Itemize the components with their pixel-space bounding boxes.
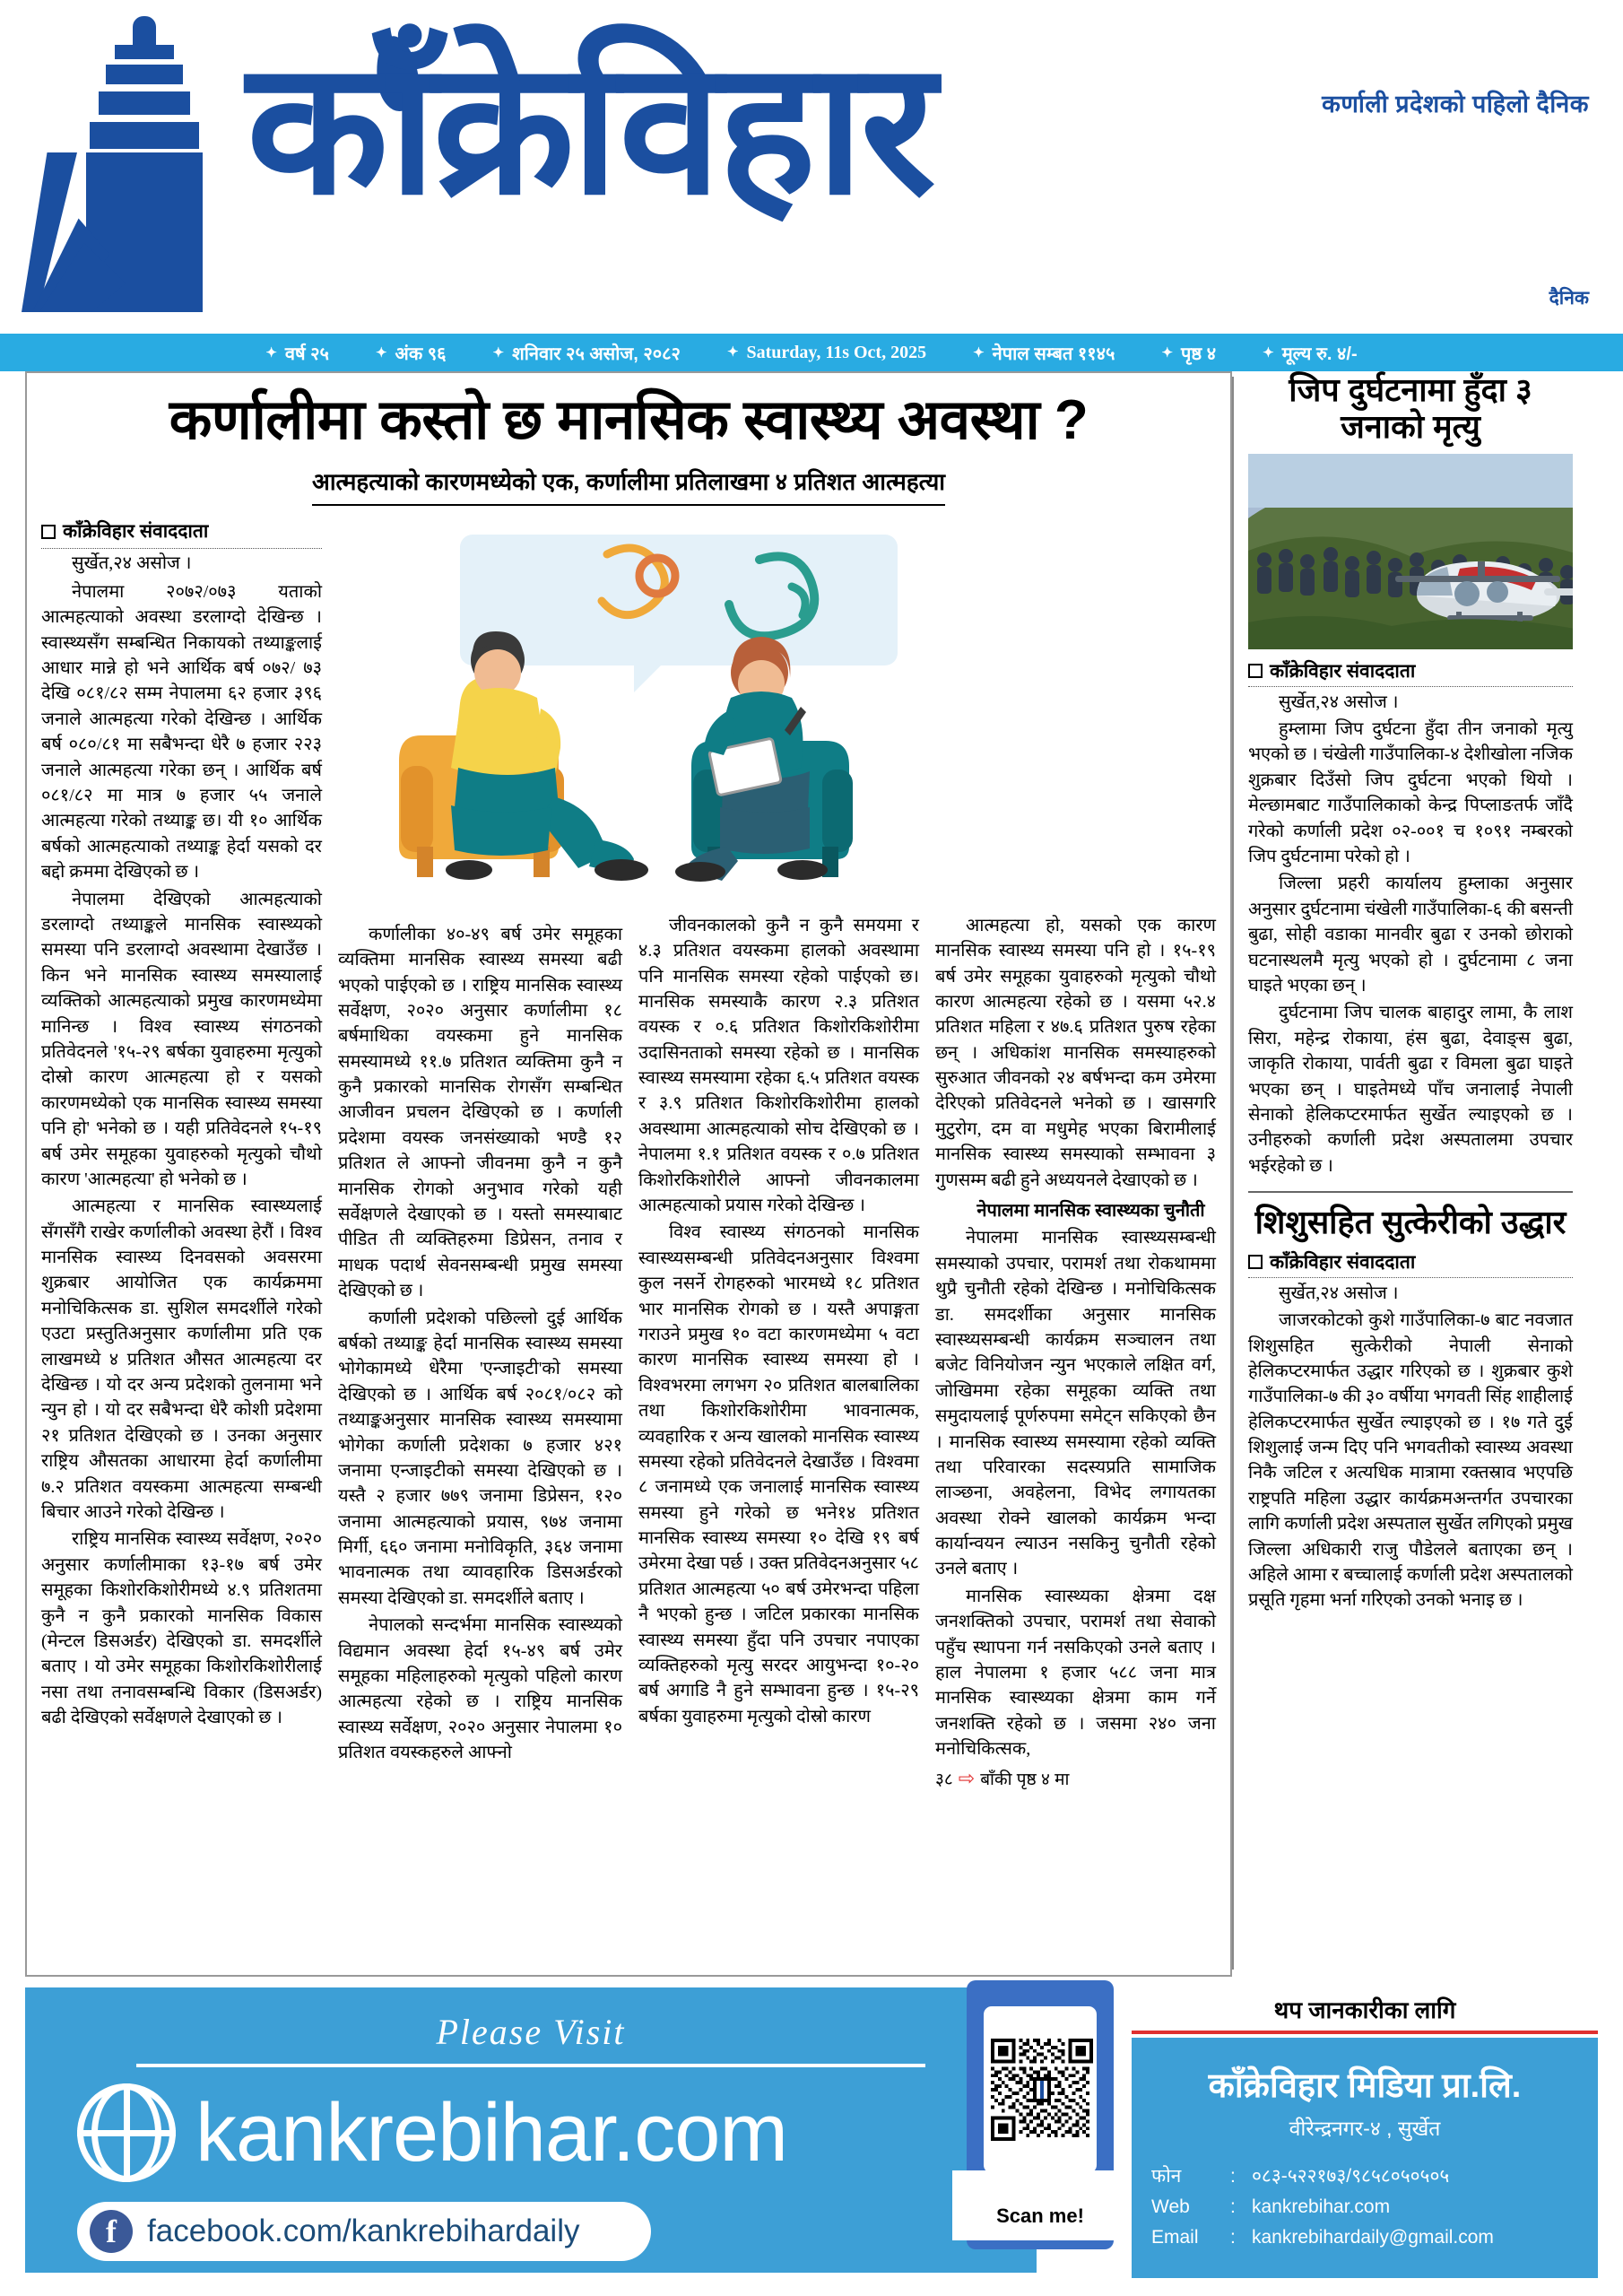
lead-dateline: सुर्खेत,२४ असोज । (72, 552, 192, 573)
company-address: वीरेन्द्रनगर-४ , सुर्खेत (1289, 2117, 1441, 2140)
masthead-info-bar (0, 334, 1623, 371)
masthead-brand-title: काँक्रेविहार (247, 25, 933, 231)
byline-square-icon (1248, 1255, 1263, 1269)
diamond-bullet-icon: ✦ (1161, 344, 1174, 361)
lead-paragraph: राष्ट्रिय मानसिक स्वास्थ्य सर्वेक्षण, २०२० अनुसार कर्णालीमाका १३-१७ बर्ष उमेर समूहका किशोरकिशोरीमध्ये ४.९ प्रतिशतमा कुनै न कुनै प्रकारको मानसिक विकास (मेन्टल डिसअर्डर) देखिएको डा. समदर्शीले बताए । यो उमेर समूहका किशोरकिशोरीलाई नसा तथा तनावसम्बन्धि विकार (डिसअर्डर) बढी देखिएको सर्वेक्षणले देखाएको छ । (41, 1529, 322, 1728)
lead-paragraph: आत्महत्या र मानसिक स्वास्थ्यलाई सँगसँगै राखेर कर्णालीको अवस्था हेरौं । विश्व मानसिक स्वास्थ्य दिनवसको अवसरमा शुक्रबार आयोजित एक कार्यक्रममा मनोचिकित्सक डा. सुशिल समदर्शीले गरेको एउटा प्रस्तुतिअनुसार कर्णालीमा प्रति एक लाखमध्ये ४ प्रतिशत औसत आत्महत्या दर देखिन्छ । यो दर अन्य प्रदेशको तुलनामा भने न्युन हो । यो दर सबैभन्दा धेरै कोशी प्रदेशमा २१ प्रतिशत देखिएको छ । उनका अनुसार राष्ट्रिय औसतका आधारमा हेर्दा कर्णालीमा ७.२ प्रतिशत वयस्कमा आत्महत्या सम्बन्धी बिचार आउने गरेको देखिन्छ । (41, 1196, 322, 1522)
byline-square-icon (1248, 664, 1263, 678)
info-date-english: ✦ Saturday, 11s Oct, 2025 (726, 342, 927, 362)
lead-subheadline: आत्महत्याको कारणमध्येको एक, कर्णालीमा प्रतिलाखमा ४ प्रतिशत आत्महत्या (312, 465, 945, 506)
sidebar-paragraph: जाजरकोटको कुशे गाउँपालिका-७ बाट नवजात शिशुसहित सुत्केरीको नेपाली सेनाको हेलिकप्टरमार्फत उद्धार गरिएको छ । शुक्रबार कुशे गाउँपालिका-७ की ३० वर्षीया भगवती सिंह शाहीलाई हेलिकप्टरमार्फत सुर्खेत ल्याइएको छ । १७ गते दुई शिशुलाई जन्म दिए पनि भगवतीको स्वास्थ्य अवस्था निकै जटिल र अत्यधिक मात्रामा रक्तस्राव भएपछि राष्ट्रपति महिला उद्धार कार्यक्रमअन्तर्गत उपचारका लागि कर्णाली प्रदेश अस्पताल सुर्खेत लगिएको प्रमुख जिल्ला अधिकारी राजु पौडेलले बताएका छन् । अहिले आमा र बच्चालाई कर्णाली प्रदेश अस्पतालको प्रसूति गृहमा भर्ना गरिएको उनको भनाइ छ । (1248, 1310, 1573, 1611)
lead-paragraph: नेपालमा २०७२/०७३ यताको आत्महत्याको अवस्था डरलाग्दो देखिन्छ । स्वास्थ्यसँग सम्बन्धित निकायको तथ्याङ्कलाई आधार मान्ने हो भने आर्थिक बर्ष ०७२/ ७३ देखि ०८१/८२ सम्म नेपालमा ६२ हजार ३९६ जनाले आत्महत्या गरेको देखिन्छ । आर्थिक बर्ष ०८०/८१ मा सबैभन्दा धेरै ७ हजार २२३ जनाले आत्महत्या गरेका छन् । आर्थिक बर्ष ०८१/८२ मा मात्र ७ हजार ५५ जनाले आत्महत्या गरेको तथ्याङ्क छ। यी १० आर्थिक बर्षको आत्महत्याको तथ्याङ्क हेर्दा यसको दर बद्दो क्रममा देखिएको छ । (41, 581, 322, 883)
sidebar-headline-mother-rescue[interactable]: शिशुसहित सुत्केरीको उद्धार (1254, 1204, 1567, 1241)
lead-byline: काँक्रेविहार संवाददाता (41, 518, 322, 549)
sidebar-dateline: सुर्खेत,२४ असोज । (1279, 1283, 1399, 1304)
sidebar-vertical-divider (1232, 377, 1234, 1970)
byline-square-icon (41, 525, 56, 539)
lead-headline[interactable]: कर्णालीमा कस्तो छ मानसिक स्वास्थ्य अवस्था ? (169, 389, 1089, 451)
website-row[interactable] (25, 2067, 1037, 2182)
sidebar-story-jeep-accident (1248, 371, 1573, 1178)
lead-paragraph: नेपालको सन्दर्भमा मानसिक स्वास्थ्यको विद्यमान अवस्था हेर्दा १५-४९ बर्ष उमेर समूहका महिलाहरुको मृत्युको पहिलो कारण आत्महत्या रहेको छ । राष्ट्रिय मानसिक स्वास्थ्य सर्वेक्षण, २०२० अनुसार नेपालमा १० प्रतिशत वयस्कहरुले आफ्नो (338, 1615, 622, 1763)
qr-code-panel (967, 1980, 1114, 2249)
diamond-bullet-icon: ✦ (726, 344, 739, 360)
info-year: ✦ वर्ष २५ (265, 344, 329, 364)
lead-paragraph: आत्महत्या हो, यसको एक कारण मानसिक स्वास्थ्य समस्या पनि हो । १५-१९ बर्ष उमेर समूहका युवाहरुको मृत्युको चौथो कारण आत्महत्या रहेको छ । यसमा ५२.४ प्रतिशत महिला र ४७.६ प्रतिशत पुरुष रहेका छन् । अधिकांश मानसिक समस्याहरुको सुरुआत जीवनको २४ बर्षभन्दा कम उमेरमा देरिएको प्रतिवेदनले भनेको छ । खासगरि मुटुरोग, दम वा मधुमेह भएका बिरामीलाई मानसिक स्वास्थ्य समस्याको सम्भावना ३ गुणसम्म बढी हुने अध्ययनले देखाएको छ । (935, 915, 1216, 1190)
info-price: ✦ मूल्य रु. ४/- (1263, 344, 1358, 364)
info-nepal-sambat: ✦ नेपाल सम्बत ११४५ (973, 344, 1115, 364)
lead-column-1 (41, 518, 322, 1795)
jump-arrow-icon: ⇨ (958, 1766, 976, 1789)
jump-count: ३८ (935, 1770, 953, 1789)
more-info-label: थप जानकारीका लागि (1273, 1996, 1456, 2023)
contact-row-web[interactable]: Web : kankrebihar.com (1151, 2196, 1391, 2218)
sidebar-paragraph: दुर्घटनामा जिप चालक बाहादुर लामा, कै लाश सिरा, महेन्द्र रोकाया, हंस बुढा, देवाङ्स बुढा, जाकृति रोकाया, पार्वती बुढा र विमला बुढा घाइते भएका छन् । घाइतेमध्ये पाँच जनालाई नेपाली सेनाको हेलिकप्टरमार्फत सुर्खेत ल्याइएको छ । उनीहरुको कर्णाली प्रदेश अस्पतालमा उपचार भईरहेको छ । (1248, 1003, 1573, 1176)
kankrebihar-temple-emblem-icon (0, 16, 224, 312)
jeep-accident-photo (1248, 454, 1573, 649)
lead-column-2 (338, 518, 622, 1795)
sidebar-byline: काँक्रेविहार संवाददाता (1248, 658, 1573, 687)
sidebar-story-mother-rescue (1248, 1204, 1573, 1613)
diamond-bullet-icon: ✦ (973, 344, 985, 361)
footer-promo-panel (25, 1987, 1037, 2273)
therapy-session-illustration-icon (338, 518, 921, 913)
sidebar-paragraph: हुम्लामा जिप दुर्घटना हुँदा तीन जनाको मृत्यु भएको छ । चंखेली गाउँपालिका-४ देशीखोला नजिक शुक्रबार दिउँसो जिप दुर्घटना भएको थियो । मेल्छामबाट गाउँपालिकाको केन्द्र पिप्लाङतर्फ जाँदै गरेको कर्णाली प्रदेश ०२-००१ च १०९१ नम्बरको जिप दुर्घटनामा परेको हो । (1248, 719, 1573, 867)
sidebar-headline-jeep-accident[interactable]: जिप दुर्घटनामा हुँदा ३ जनाको मृत्यु (1289, 371, 1532, 446)
info-pages: ✦ पृष्ठ ४ (1161, 344, 1217, 364)
facebook-url[interactable]: facebook.com/kankrebihardaily (147, 2213, 580, 2248)
globe-icon (77, 2083, 176, 2182)
sidebar-byline: काँक्रेविहार संवाददाता (1248, 1249, 1573, 1278)
scan-me-label: Scan me! (996, 2205, 1084, 2227)
page-body (0, 371, 1623, 1977)
masthead-tagline: कर्णाली प्रदेशको पहिलो दैनिक (1322, 91, 1589, 117)
sidebar-divider (1248, 1191, 1573, 1193)
diamond-bullet-icon: ✦ (492, 344, 505, 361)
lead-paragraph: मानसिक स्वास्थ्यका क्षेत्रमा दक्ष जनशक्तिको उपचार, परामर्श तथा सेवाको पहुँच स्थापना गर्न नसकिएको उनले बताए । हाल नेपालमा १ हजार ५८८ जना मात्र मानसिक स्वास्थ्यका क्षेत्रमा काम गर्ने जनशक्ति रहेको छ । जसमा २४० जना मनोचिकित्सक, (935, 1586, 1216, 1760)
footer-advertisement (25, 1987, 1598, 2274)
diamond-bullet-icon: ✦ (265, 344, 277, 361)
facebook-row[interactable] (77, 2202, 651, 2261)
sidebar-body-jeep-accident (1248, 717, 1573, 1178)
lead-column-4 (935, 518, 1216, 1795)
info-date-nepali: ✦ शनिवार २५ असोज, २०८२ (492, 344, 681, 364)
diamond-bullet-icon: ✦ (375, 344, 387, 361)
lead-illustration (338, 518, 921, 913)
lead-paragraph: नेपालमा देखिएको आत्महत्याको डरलाग्दो तथ्याङ्कले मानसिक स्वास्थ्यको समस्या पनि डरलाग्दो अवस्थामा देखाउँछ । किन भने मानसिक स्वास्थ्य समस्यालाई व्यक्तिको आत्महत्याको प्रमुख कारणमध्येमा मानिन्छ । विश्व स्वास्थ्य संगठनको प्रतिवेदनले '१५-२९ बर्षका युवाहरुमा मृत्युको दोस्रो कारण आत्महत्या हो र यसको कारणमध्येको एक मानसिक स्वास्थ्य समस्या पनि हो' भनेको छ । यही प्रतिवेदनले १५-१९ बर्ष उमेर समूहका युवाहरुको मृत्युको चौथो कारण 'आत्महत्या' हो भनेको छ । (41, 889, 322, 1189)
phone-frame-icon (979, 2002, 1101, 2178)
please-visit-label: Please Visit (436, 2012, 626, 2052)
lead-subhead-bold: नेपालमा मानसिक स्वास्थ्यका चुनौती (976, 1201, 1205, 1222)
accident-scene-photo-icon (1248, 454, 1573, 649)
red-rule (1132, 2031, 1598, 2034)
footer-contact-panel (1132, 1987, 1598, 2273)
sidebar-paragraph: जिल्ला प्रहरी कार्यालय हुम्लाका अनुसार अनुसार दुर्घटनामा चंखेली गाउँपालिका-६ की बसन्ती बुढा, सोही वडाका मानवीर बुढा र उनको छोराको घटनास्थलमै मृत्यु भएको हो । दुर्घटनामा ८ जना घाइते भएका छन् । (1248, 874, 1573, 996)
contact-row-phone: फोन : ०८३-५२२१७३/९८५८०५०५०५ (1151, 2166, 1450, 2187)
lead-story (25, 371, 1232, 1977)
lead-paragraph: कर्णालीका ४०-४९ बर्ष उमेर समूहका व्यक्तिमा मानसिक स्वास्थ्य समस्या बढी भएको पाईएको छ । राष्ट्रिय मानसिक स्वास्थ्य सर्वेक्षण, २०२० अनुसार कर्णालीमा १८ बर्षमाथिका वयस्कमा हुने मानसिक समस्यामध्ये ११.७ प्रतिशत व्यक्तिमा कुनै न कुनै प्रकारको मानसिक रोगसँग सम्बन्धित आजीवन प्रचलन देखिएको छ । कर्णाली प्रदेशमा वयस्क जनसंख्याको भण्डै १२ प्रतिशत ले आफ्नो जीवनमा कुनै न कुनै मानसिक रोगको अनुभाव गरेको यही सर्वेक्षणले देखाएको छ । यस्तो समस्याबाट पीडित ती व्यक्तिहरुमा डिप्रेसन, तनाव र माधक पदार्थ सेवनसम्बन्धी प्रमुख समस्या देखिएको छ । (338, 924, 622, 1301)
website-url[interactable]: kankrebihar.com (195, 2086, 787, 2179)
lead-paragraph: कर्णाली प्रदेशको पछिल्लो दुई आर्थिक बर्षको तथ्याङ्क हेर्दा मानसिक स्वास्थ्य समस्या भोगेकामध्ये धेरैमा 'एन्जाइटी'को समस्या देखिएको छ । आर्थिक बर्ष २०८१/०८२ को तथ्याङ्कअनुसार मानसिक स्वास्थ्य समस्यामा भोगेका कर्णाली प्रदेशका ७ हजार ४२१ जनामा एन्जाइटीको समस्या देखिएको छ । यस्तै २ हजार ७७९ जनामा डिप्रेसन, १२० जनामा आत्महत्याको प्रयास, ९७४ जनामा मिर्गी, ६६० जनामा मनोविकृति, ३६४ जनामा भावनात्मक तथा व्यावहारिक डिसअर्डरको समस्या देखिएको डा. समदर्शीले बताए । (338, 1308, 622, 1608)
masthead (0, 0, 1623, 334)
masthead-daily-word: दैनिक (1549, 288, 1589, 309)
sidebar-dateline: सुर्खेत,२४ असोज । (1279, 692, 1399, 713)
qr-code-icon[interactable] (991, 2015, 1093, 2164)
lead-paragraph: विश्व स्वास्थ्य संगठनको मानसिक स्वास्थ्यसम्बन्धी प्रतिवेदनअनुसार विश्वमा कुल नसर्ने रोगहरुको भारमध्ये १८ प्रतिशत भार मानसिक रोगको छ । यस्तै अपाङ्गता गराउने प्रमुख १० वटा कारणमध्येमा ५ वटा कारण मानसिक स्वास्थ्य समस्या हो । विश्वभरमा लगभग २० प्रतिशत बालबालिका तथा किशोरकिशोरीमा भावनात्मक, व्यवहारिक र अन्य खालको मानसिक स्वास्थ्य समस्या रहेको प्रतिवेदनले देखाउँछ । विश्वमा ८ जनामध्ये एक जनालाई मानसिक स्वास्थ्य समस्या हुने गरेको छ भने१४ प्रतिशत मानसिक स्वास्थ्य समस्या १० देखि १९ बर्ष उमेरमा देखा पर्छ । उक्त प्रतिवेदनअनुसार ५८ प्रतिशत आत्महत्या ५० बर्ष उमेरभन्दा पहिला नै भएको हुन्छ । जटिल प्रकारका मानसिक स्वास्थ्य समस्या हुँदा पनि उपचार नपाएका व्यक्तिहरुको मृत्यु सरदर आयुभन्दा १०-२० बर्ष अगाडि नै हुने सम्भावना हुन्छ । १५-२९ बर्षका युवाहरुमा मृत्युको दोस्रो कारण (638, 1222, 919, 1726)
info-issue: ✦ अंक ९६ (375, 344, 447, 364)
lead-paragraph: नेपालमा मानसिक स्वास्थ्यसम्बन्धी समस्याको उपचार, परामर्श तथा रोकथाममा थुप्रै चुनौती रहेको देखिन्छ । मनोचिकित्सक डा. समदर्शीका अनुसार मानसिक स्वास्थ्यसम्बन्धी कार्यक्रम सञ्चालन तथा बजेट विनियोजन न्युन भएकाले लक्षित वर्ग, जोखिममा रहेका समूहका व्यक्ति तथा समुदायलाई पूर्णरुपमा समेट्न सकिएको छैन । मानसिक स्वास्थ्य समस्यामा रहेको व्यक्ति तथा परिवारका सदस्यप्रति सामाजिक लाञ्छना, अवहेलना, विभेद लगायतका अवस्था रोक्ने खालको कार्यक्रम भन्दा कार्यान्वयन ल्याउन नसकिनु चुनौती रहेको उनले बताए । (935, 1228, 1216, 1579)
right-sidebar (1232, 371, 1573, 1977)
diamond-bullet-icon: ✦ (1263, 344, 1274, 361)
company-name: काँक्रेविहार मिडिया प्रा.लि. (1208, 2067, 1522, 2105)
lead-paragraph: जीवनकालको कुनै न कुनै समयमा र ४.३ प्रतिशत वयस्कमा हालको अवस्थामा पनि मानसिक समस्या रहेको पाईएको छ। मानसिक समस्याकै कारण २.३ प्रतिशत वयस्क र ०.६ प्रतिशत किशोरकिशोरीमा उदासिनताको समस्या रहेको छ । मानसिक स्वास्थ्य समस्यामा रहेका ६.५ प्रतिशत वयस्क र ३.९ प्रतिशत किशोरकिशोरीमा हालको अवस्थामा आत्महत्याको सोच देखिएको छ । नेपालमा १.१ प्रतिशत वयस्क र ०.७ प्रतिशत किशोरकिशोरीले आफ्नो जीवनकालमा आत्महत्याको प्रयास गरेको देखिन्छ । (638, 915, 919, 1216)
facebook-icon: f (90, 2210, 133, 2253)
contact-row-email[interactable]: Email : kankrebihardaily@gmail.com (1151, 2227, 1494, 2248)
jump-text: बाँकी पृष्ठ ४ मा (980, 1770, 1070, 1789)
sidebar-body-mother-rescue (1248, 1308, 1573, 1613)
lead-jump-line[interactable] (935, 1764, 1216, 1793)
